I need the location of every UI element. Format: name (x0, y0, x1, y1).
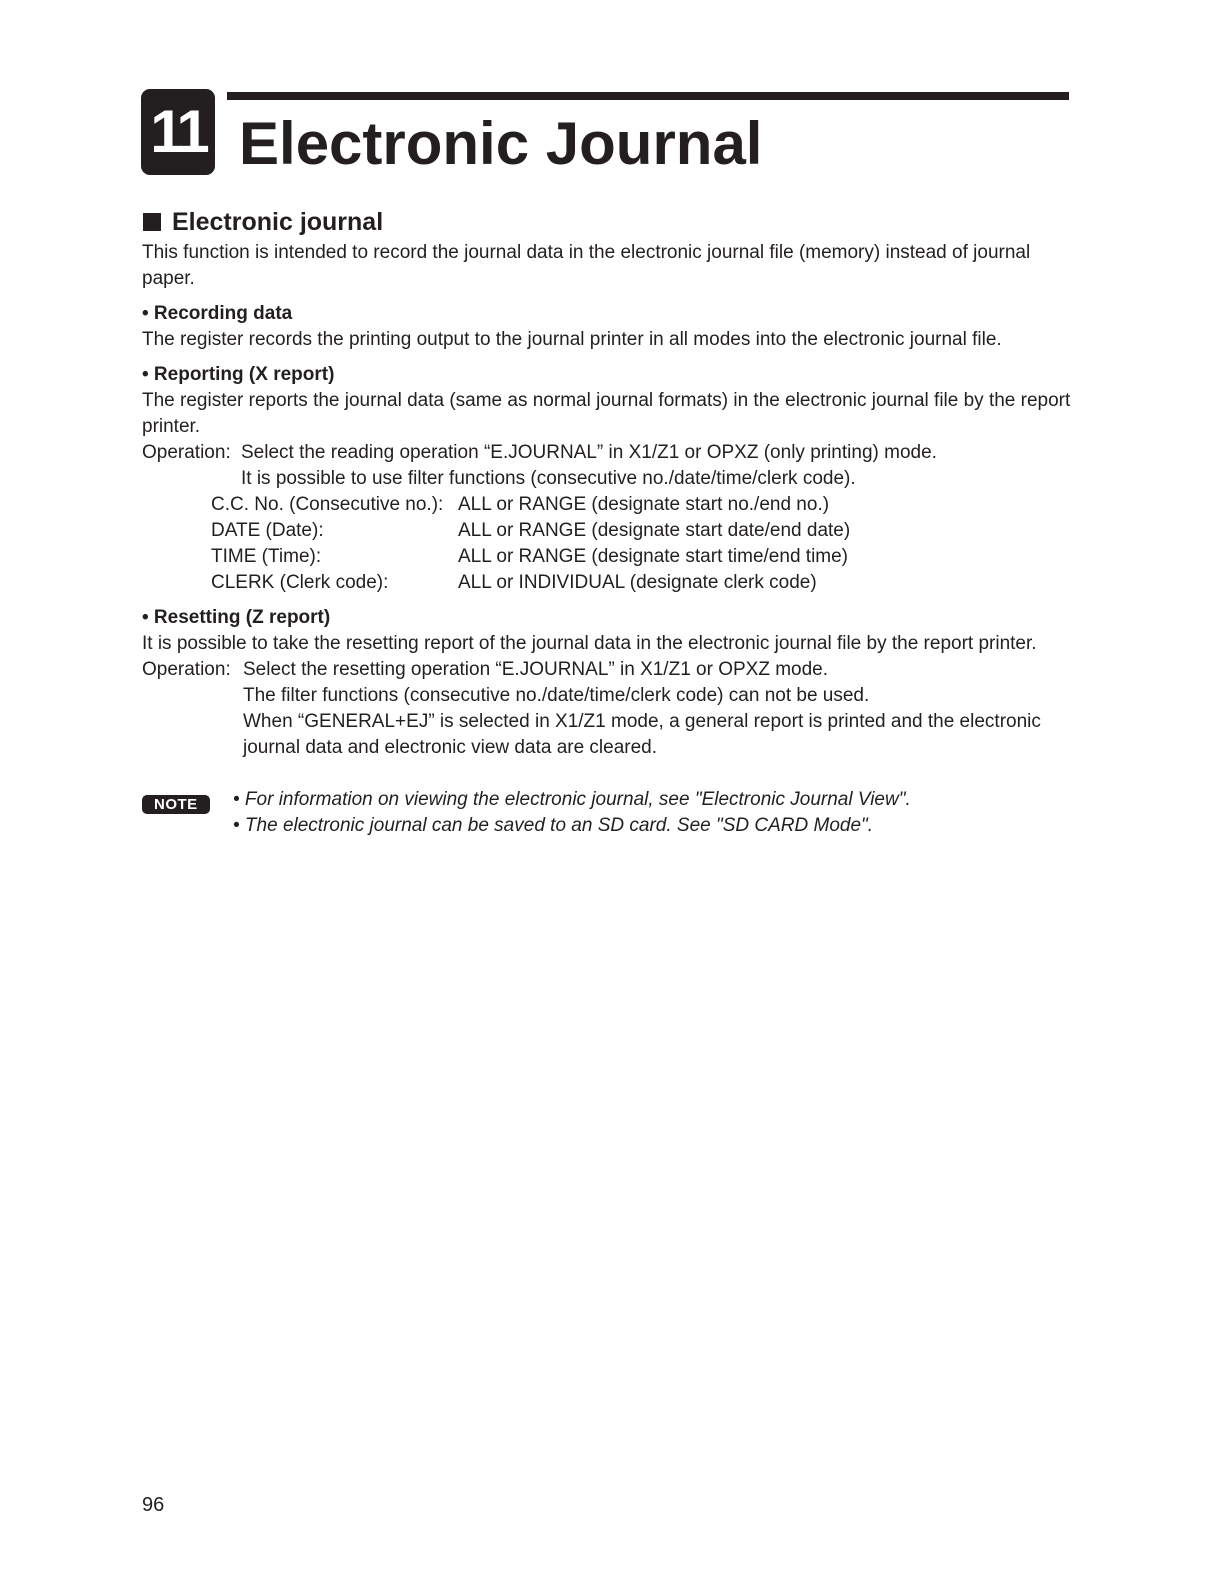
reporting-heading: • Reporting (X report) (142, 364, 335, 385)
recording-heading: • Recording data (142, 303, 293, 324)
note-item: • The electronic journal can be saved to an SD card. See "SD CARD Mode". (233, 815, 874, 836)
chapter-number-badge: 11 (141, 89, 215, 175)
note-badge: NOTE (142, 795, 210, 814)
filter-value: ALL or RANGE (designate start time/end time) (458, 546, 849, 567)
page-number: 96 (142, 1494, 165, 1516)
operation-line: It is possible to use filter functions (consecutive no./date/time/clerk code). (241, 468, 856, 489)
operation-label: Operation: (142, 442, 231, 463)
filter-label: CLERK (Clerk code): (211, 572, 389, 593)
filter-value: ALL or RANGE (designate start date/end date) (458, 520, 851, 541)
filter-row (211, 492, 1072, 518)
section-intro: This function is intended to record the journal data in the electronic journal file (memory) instead of journal paper. (142, 242, 1031, 289)
resetting-heading: • Resetting (Z report) (142, 607, 331, 628)
reporting-operation (142, 440, 1072, 492)
section-heading-text: Electronic journal (172, 208, 384, 236)
reporting-text: The register reports the journal data (same as normal journal formats) in the electronic journal file by the report printer. (142, 390, 1071, 437)
operation-label: Operation: (142, 659, 231, 680)
square-bullet-icon (143, 213, 161, 231)
section-heading (142, 206, 1072, 238)
filter-value: ALL or RANGE (designate start no./end no.) (458, 494, 830, 515)
operation-line: Select the reading operation “E.JOURNAL” in X1/Z1 or OPXZ (only printing) mode. (241, 442, 937, 463)
filter-table (211, 492, 1072, 596)
page-content (142, 206, 1072, 839)
chapter-title: Electronic Journal (239, 110, 763, 177)
chapter-header (141, 89, 1069, 179)
resetting-text: It is possible to take the resetting report of the journal data in the electronic journal file by the report printer. (142, 633, 1037, 654)
filter-row (211, 570, 1072, 596)
note-block (142, 787, 1072, 839)
operation-line: Select the resetting operation “E.JOURNAL” in X1/Z1 or OPXZ mode. (243, 659, 829, 680)
recording-text: The register records the printing output to the journal printer in all modes into the electronic journal file. (142, 329, 1002, 350)
note-item: • For information on viewing the electronic journal, see "Electronic Journal View". (233, 789, 911, 810)
operation-line: When “GENERAL+EJ” is selected in X1/Z1 mode, a general report is printed and the electronic journal data and electronic view data are cleared. (243, 711, 1041, 758)
resetting-operation (142, 657, 1072, 761)
chapter-rule (227, 92, 1069, 100)
operation-line: The filter functions (consecutive no./date/time/clerk code) can not be used. (243, 685, 870, 706)
filter-row (211, 518, 1072, 544)
filter-label: C.C. No. (Consecutive no.): (211, 494, 444, 515)
filter-label: DATE (Date): (211, 520, 324, 541)
filter-row (211, 544, 1072, 570)
filter-value: ALL or INDIVIDUAL (designate clerk code) (458, 572, 817, 593)
filter-label: TIME (Time): (211, 546, 322, 567)
